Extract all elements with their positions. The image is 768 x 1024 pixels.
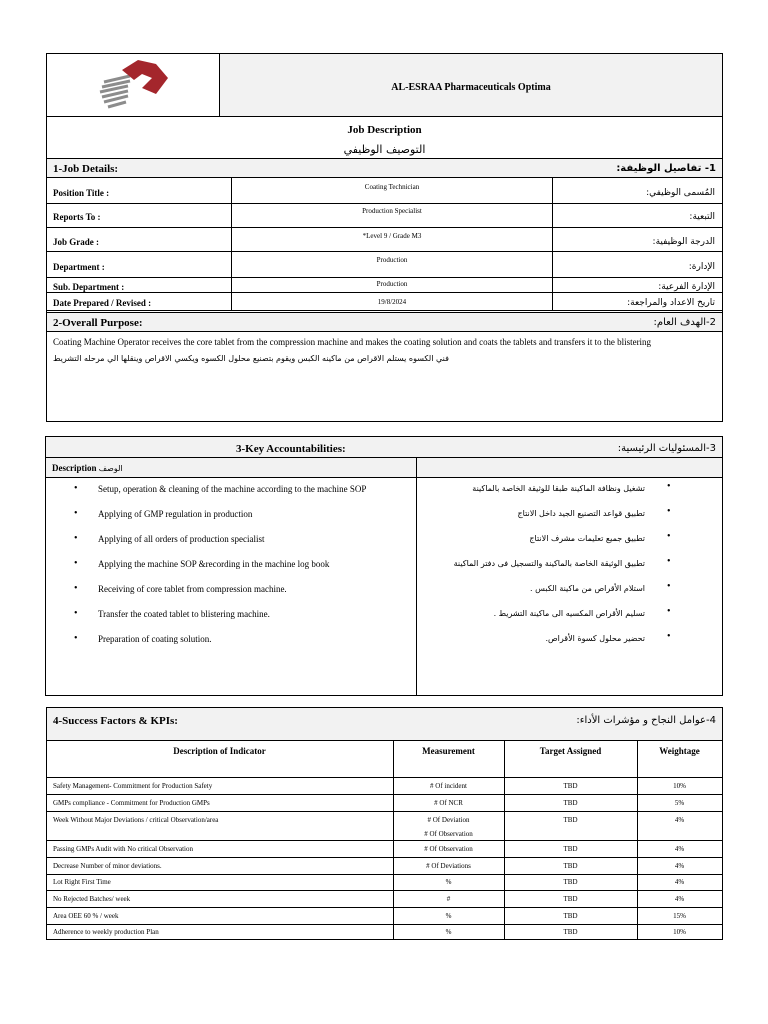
kpi-col-measurement: Measurement — [422, 746, 475, 756]
company-logo — [94, 54, 172, 116]
accountability-item-ar: تطبيق جميع تعليمات مشرف الانتاج — [529, 534, 645, 543]
accountability-item-ar: تطبيق قواعد التصنيع الجيد داخل الانتاج — [517, 509, 645, 518]
accountability-item-ar: استلام الأقراص من ماكينة الكبس . — [530, 584, 645, 593]
description-header — [52, 463, 123, 473]
kpi-measure: # Of NCR — [434, 799, 463, 807]
purpose-text: Coating Machine Operator receives the core tablet from the compression machine and makes the coating solution and coats the tablets and transfers it to the blistering — [53, 337, 652, 347]
sub-department-value: Production — [376, 280, 408, 288]
bullet-icon: • — [667, 531, 671, 542]
reports-to-label: Reports To : — [53, 212, 101, 222]
kpi-desc: Lot Right First Time — [53, 878, 111, 886]
company-name: AL-ESRAA Pharmaceuticals Optima — [391, 82, 551, 93]
document-title: Job Description — [347, 124, 422, 136]
kpi-weight: 10% — [673, 782, 686, 790]
kpi-measure-secondary: # Of Observation — [424, 830, 473, 838]
bullet-icon: • — [667, 606, 671, 617]
kpi-col-description: Description of Indicator — [173, 746, 266, 756]
kpi-target: TBD — [563, 782, 578, 790]
position-title-label-ar: المُسمى الوظيفي: — [646, 188, 715, 198]
kpi-target: TBD — [563, 862, 578, 870]
description-header-bg-right — [417, 458, 722, 477]
accountability-item-en: Setup, operation & cleaning of the machine according to the machine SOP — [98, 484, 367, 494]
kpi-target: TBD — [563, 878, 578, 886]
position-title-label: Position Title : — [53, 188, 110, 198]
bullet-icon: • — [74, 533, 78, 544]
accountability-item-en: Preparation of coating solution. — [98, 634, 212, 644]
kpi-desc: Decrease Number of minor deviations. — [53, 862, 162, 870]
kpi-heading: 4-Success Factors & KPIs: — [53, 715, 178, 727]
purpose-heading: 2-Overall Purpose: — [53, 317, 143, 329]
accountability-item-en: Transfer the coated tablet to blistering machine. — [98, 609, 270, 619]
department-value: Production — [376, 256, 408, 264]
kpi-weight: 4% — [674, 878, 685, 886]
kpi-desc: Week Without Major Deviations / critical Observation/area — [53, 816, 219, 824]
job-details-heading-ar: 1- تفاصيل الوظيفة: — [616, 163, 716, 174]
bullet-icon: • — [667, 631, 671, 642]
date-prepared-value: 19/8/2024 — [377, 298, 407, 306]
kpi-weight: 4% — [674, 862, 685, 870]
kpi-desc: No Rejected Batches/ week — [53, 895, 131, 903]
kpi-measure: % — [445, 912, 452, 920]
kpi-weight: 5% — [674, 799, 685, 807]
bullet-icon: • — [74, 583, 78, 594]
department-label: Department : — [53, 262, 105, 272]
kpi-weight: 10% — [673, 928, 686, 936]
accountability-item-ar: تطبيق الوثيقة الخاصة بالماكينة والتسجيل فى دفتر الماكينة — [453, 559, 645, 568]
position-title-value: Coating Technician — [364, 183, 420, 191]
accountability-item-ar: تشغيل ونظافة الماكينة طبقا للوثيقة الخاصة بالماكينة — [472, 484, 645, 493]
kpi-measure: % — [445, 878, 452, 886]
kpi-target: TBD — [563, 799, 578, 807]
accountabilities-heading-ar: 3-المسئوليات الرئيسية: — [617, 443, 716, 454]
kpi-measure: % — [445, 928, 452, 936]
kpi-target: TBD — [563, 912, 578, 920]
kpi-measure: # Of Deviation — [427, 816, 470, 824]
bullet-icon: • — [667, 481, 671, 492]
accountability-item-en: Receiving of core tablet from compression machine. — [98, 584, 287, 594]
reports-to-label-ar: التبعية: — [689, 212, 715, 222]
purpose-text-ar: فني الكسوه يستلم الاقراص من ماكينه الكبس ويقوم بتصنيع محلول الكسوه ويكسي الاقراص وينقلها الي مرحله التشريط — [53, 354, 449, 363]
kpi-weight: 4% — [674, 895, 685, 903]
kpi-desc: GMPs compliance - Commitment for Production GMPs — [53, 799, 210, 807]
kpi-target: TBD — [563, 895, 578, 903]
kpi-target: TBD — [563, 845, 578, 853]
kpi-desc: Safety Management- Commitment for Production Safety — [53, 782, 213, 790]
bullet-icon: • — [74, 483, 78, 494]
bullet-icon: • — [74, 558, 78, 569]
kpi-measure: # Of incident — [430, 782, 467, 790]
job-details-heading: 1-Job Details: — [53, 163, 119, 175]
bullet-icon: • — [74, 608, 78, 619]
kpi-weight: 4% — [674, 845, 685, 853]
accountability-item-ar: تحضير محلول كسوة الأقراص. — [545, 634, 645, 643]
accountability-item-ar: تسليم الأقراص المكسيه الى ماكينة التشريط . — [493, 609, 645, 618]
kpi-col-weightage: Weightage — [659, 746, 700, 756]
bullet-icon: • — [667, 506, 671, 517]
kpi-desc: Passing GMPs Audit with No critical Observation — [53, 845, 193, 853]
accountability-item-en: Applying of all orders of production specialist — [98, 534, 265, 544]
description-label: Description — [52, 463, 97, 473]
kpi-col-target: Target Assigned — [539, 746, 602, 756]
kpi-weight: 4% — [674, 816, 685, 824]
bullet-icon: • — [74, 633, 78, 644]
kpi-desc: Area OEE 60 % / week — [53, 912, 119, 920]
job-grade-label: Job Grade : — [53, 237, 99, 247]
accountabilities-heading: 3-Key Accountabilities: — [236, 443, 346, 455]
bullet-icon: • — [667, 556, 671, 567]
purpose-heading-bg — [47, 313, 722, 331]
kpi-heading-ar: 4-عوامل النجاح و مؤشرات الأداء: — [576, 715, 716, 726]
bullet-icon: • — [74, 508, 78, 519]
description-label-ar: الوصف — [98, 464, 123, 473]
company-logo-icon — [94, 54, 172, 116]
bullet-icon: • — [667, 581, 671, 592]
department-label-ar: الإدارة: — [688, 262, 715, 272]
kpi-target: TBD — [563, 928, 578, 936]
job-grade-label-ar: الدرجة الوظيفية: — [652, 237, 715, 247]
kpi-measure: # Of Observation — [424, 845, 473, 853]
date-prepared-label: Date Prepared / Revised : — [53, 298, 152, 308]
reports-to-value: Production Specialist — [362, 207, 422, 215]
accountability-item-en: Applying the machine SOP &recording in the machine log book — [98, 559, 330, 569]
kpi-weight: 15% — [673, 912, 686, 920]
kpi-target: TBD — [563, 816, 578, 824]
date-prepared-label-ar: تاريخ الاعداد والمراجعة: — [627, 298, 715, 308]
sub-department-label-ar: الإدارة الفرعية: — [658, 282, 715, 292]
sub-department-label: Sub. Department : — [53, 282, 125, 292]
kpi-measure: # Of Deviations — [426, 862, 471, 870]
kpi-desc: Adherence to weekly production Plan — [53, 928, 159, 936]
accountability-item-en: Applying of GMP regulation in production — [98, 509, 253, 519]
purpose-heading-ar: 2-الهدف العام: — [653, 317, 716, 328]
document-title-ar: التوصيف الوظيفي — [343, 143, 426, 156]
kpi-measure: # — [446, 895, 451, 903]
job-grade-value: *Level 9 / Grade M3 — [362, 232, 422, 240]
